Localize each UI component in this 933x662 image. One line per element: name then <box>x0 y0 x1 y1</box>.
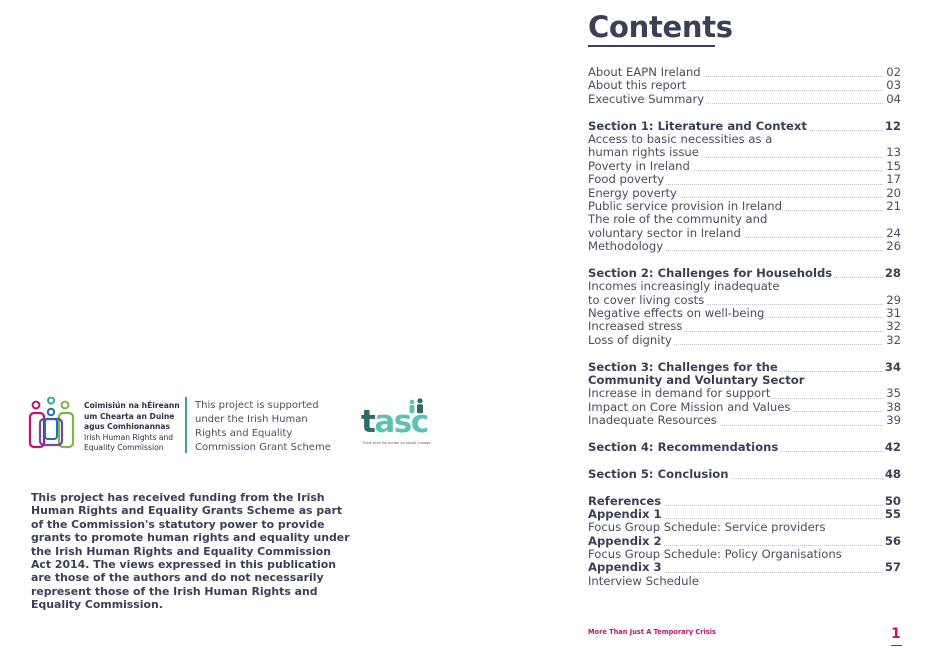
ihrec-irish-line: agus Comhionannas <box>84 422 171 431</box>
ihrec-logo-text <box>84 401 188 454</box>
toc-entry-label: human rights issue <box>588 145 699 160</box>
toc-entry-label: Section 1: Literature and Context <box>588 118 807 133</box>
toc-section-heading[interactable] <box>588 267 901 280</box>
toc-page-number: 29 <box>886 292 901 307</box>
toc-page-number: 55 <box>884 506 901 521</box>
toc-page-number: 32 <box>886 319 901 334</box>
toc-entry-label: Increased stress <box>588 319 683 334</box>
toc-entry-label: Increase in demand for support <box>588 386 771 401</box>
toc-entry-label: Inadequate Resources <box>588 413 717 428</box>
toc-entry-label: Negative effects on well-being <box>588 306 765 321</box>
ihrec-english-line: Equality Commission <box>84 443 164 452</box>
toc-entry-label: About this report <box>588 78 687 93</box>
toc-entry-label: to cover living costs <box>588 292 705 307</box>
toc-entry-label: Public service provision in Ireland <box>588 198 782 213</box>
ihrec-irish-line: Coimisiún na hÉireann <box>84 401 180 410</box>
toc-entry-label: Impact on Core Mission and Values <box>588 399 791 414</box>
toc-entry-label: Appendix 2 <box>588 533 662 548</box>
toc-entry-label: Community and Voluntary Sector <box>588 372 805 387</box>
toc-page-number: 03 <box>886 78 901 93</box>
toc-entry-label: Section 4: Recommendations <box>588 439 779 454</box>
toc-entry[interactable] <box>588 320 901 333</box>
toc-page-number: 57 <box>884 560 901 575</box>
toc-page-number: 17 <box>886 172 901 187</box>
toc-page-number: 04 <box>886 91 901 106</box>
toc-page-number: 31 <box>886 306 901 321</box>
toc-page-number: 15 <box>886 158 901 173</box>
toc-page-number: 20 <box>886 185 901 200</box>
toc-entry[interactable] <box>588 133 901 146</box>
toc-entry[interactable] <box>588 575 901 588</box>
ihrec-english-line: Irish Human Rights and <box>84 432 174 442</box>
toc-page-number: 12 <box>884 118 901 133</box>
toc-entry[interactable] <box>588 200 901 213</box>
toc-page-number: 21 <box>886 198 901 213</box>
toc-section-heading[interactable] <box>588 441 901 454</box>
toc-entry[interactable] <box>588 294 901 307</box>
toc-entry[interactable] <box>588 66 901 79</box>
toc-entry[interactable] <box>588 160 901 173</box>
toc-entry-label: Interview Schedule <box>588 573 699 588</box>
toc-entry-label: Focus Group Schedule: Policy Organisations <box>588 547 842 562</box>
toc-page-number: 02 <box>886 65 901 79</box>
toc-page-number: 56 <box>884 533 901 548</box>
ihrec-irish-line: um Chearta an Duine <box>84 411 175 421</box>
support-line: This project is supported <box>195 400 319 411</box>
toc-entry-label: Food poverty <box>588 172 665 187</box>
toc-page-number: 32 <box>886 332 901 347</box>
toc-entry-label: The role of the community and <box>588 212 768 227</box>
support-line: Rights and Equality <box>195 428 293 439</box>
toc-page-number: 35 <box>886 386 901 401</box>
toc-section-heading[interactable] <box>588 374 901 387</box>
toc-section-heading[interactable] <box>588 561 901 574</box>
toc-entry[interactable] <box>588 548 901 561</box>
toc-entry-label: voluntary sector in Ireland <box>588 225 741 240</box>
tasc-wordmark <box>361 404 428 440</box>
toc-page-number: 28 <box>884 265 901 280</box>
toc-section-heading[interactable] <box>588 361 901 374</box>
toc-entry[interactable] <box>588 187 901 200</box>
toc-spacer <box>588 347 901 360</box>
tasc-wordmark-rest: asc <box>374 404 428 440</box>
tasc-wordmark-t: t <box>361 404 375 440</box>
toc-entry-label: Appendix 1 <box>588 506 662 521</box>
toc-section-heading[interactable] <box>588 468 901 481</box>
toc-entry-label: Incomes increasingly inadequate <box>588 279 780 294</box>
toc-page-number: 26 <box>886 239 901 254</box>
toc-section-heading[interactable] <box>588 120 901 133</box>
toc-entry-label: Appendix 3 <box>588 560 662 575</box>
toc-entry[interactable] <box>588 401 901 414</box>
table-of-contents <box>588 66 901 588</box>
toc-section-heading[interactable] <box>588 495 901 508</box>
toc-page-number: 39 <box>886 413 901 428</box>
toc-entry-label: About EAPN Ireland <box>588 65 701 79</box>
toc-entry[interactable] <box>588 280 901 293</box>
toc-entry[interactable] <box>588 213 901 226</box>
toc-entry[interactable] <box>588 414 901 427</box>
running-footer-title: More Than Just A Temporary Crisis <box>588 628 716 636</box>
logo-divider <box>185 397 187 453</box>
support-line: under the Irish Human <box>195 414 308 425</box>
toc-page-number: 13 <box>886 145 901 160</box>
page-number-rule <box>891 645 902 646</box>
tasc-logo <box>361 398 429 452</box>
toc-entry-label: Poverty in Ireland <box>588 158 690 173</box>
toc-entry-label: Energy poverty <box>588 185 677 200</box>
toc-spacer <box>588 253 901 266</box>
toc-page-number: 34 <box>884 359 901 374</box>
toc-entry[interactable] <box>588 93 901 106</box>
toc-entry-label: References <box>588 493 662 508</box>
toc-spacer <box>588 454 901 467</box>
toc-entry[interactable] <box>588 387 901 400</box>
title-underline <box>588 45 715 47</box>
toc-page-number: 42 <box>884 439 901 454</box>
toc-entry-label: Section 5: Conclusion <box>588 466 729 481</box>
toc-section-heading[interactable] <box>588 508 901 521</box>
toc-spacer <box>588 106 901 119</box>
toc-page-number: 48 <box>884 466 901 481</box>
partner-logos <box>28 394 448 458</box>
toc-entry[interactable] <box>588 173 901 186</box>
toc-entry-label: Focus Group Schedule: Service providers <box>588 520 826 535</box>
toc-entry-label: Section 3: Challenges for the <box>588 359 778 374</box>
toc-entry-label: Executive Summary <box>588 91 705 106</box>
tasc-tagline: Think tank for action on social change <box>362 441 431 445</box>
toc-entry[interactable] <box>588 334 901 347</box>
toc-page-number: 50 <box>884 493 901 508</box>
toc-entry[interactable] <box>588 307 901 320</box>
toc-entry-label: Section 2: Challenges for Households <box>588 265 833 280</box>
ihrec-logo-mark <box>28 397 76 453</box>
toc-page-number: 24 <box>886 225 901 240</box>
toc-spacer <box>588 428 901 441</box>
toc-section-heading[interactable] <box>588 535 901 548</box>
toc-spacer <box>588 481 901 494</box>
support-line: Commission Grant Scheme <box>195 442 331 453</box>
page-title: Contents <box>588 10 733 44</box>
grant-support-statement <box>195 399 345 455</box>
toc-entry[interactable] <box>588 79 901 92</box>
funding-statement: This project has received funding from the Irish Human Rights and Equality Grants Scheme as part of the Commission's statutory power to provide grants to promote human rights and equality under the Irish Human Rights and Equality Commission Act 2014. The views expressed in this publication are those of the authors and do not necessarily represent those of the Irish Human Rights and Equality Commission. <box>31 491 350 612</box>
toc-entry[interactable] <box>588 240 901 253</box>
toc-entry-label: Access to basic necessities as a <box>588 131 773 146</box>
toc-entry[interactable] <box>588 227 901 240</box>
toc-entry-label: Loss of dignity <box>588 332 672 347</box>
toc-entry[interactable] <box>588 521 901 534</box>
page-number: 1 <box>891 626 901 642</box>
toc-entry[interactable] <box>588 146 901 159</box>
toc-page-number: 38 <box>886 399 901 414</box>
toc-entry-label: Methodology <box>588 239 664 254</box>
